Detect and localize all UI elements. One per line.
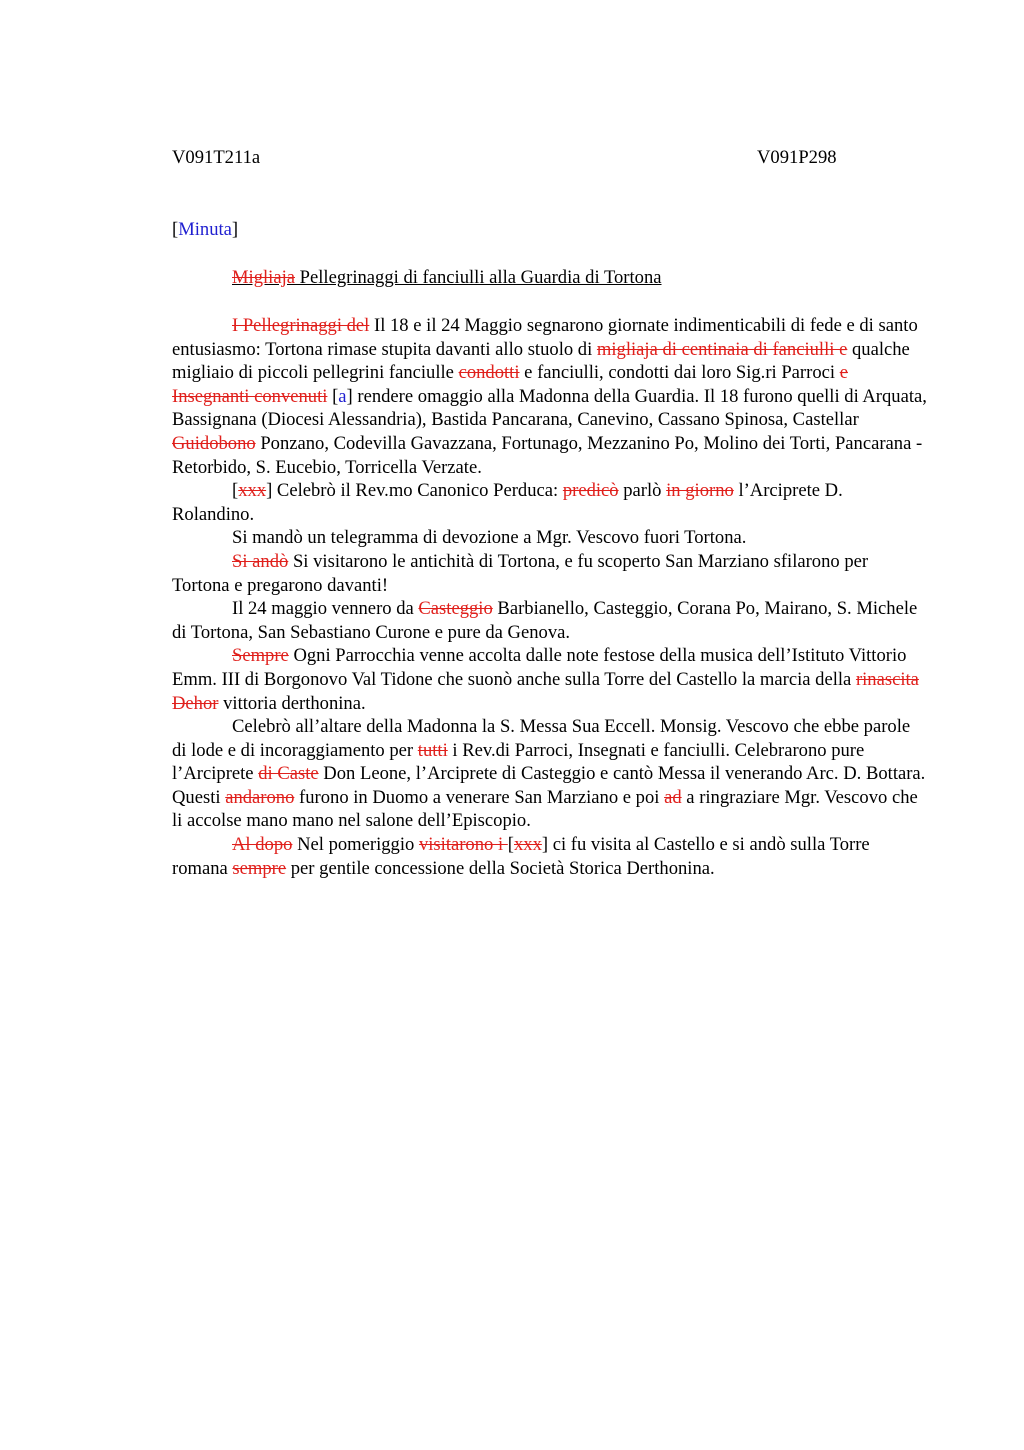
paragraph-text: furono in Duomo a venerare San Marziano e poi [294,786,665,808]
document-body [172,314,928,880]
paragraph [172,526,928,550]
title-text: Pellegrinaggi di fanciulli alla Guardia di Tortona [295,267,662,288]
paragraph-text: vittoria derthonina. [218,692,366,714]
paragraph-text: per gentile concessione della Società Storica Derthonina. [286,857,715,879]
deleted-text: in giorno [666,480,734,502]
paragraph-text: Il 18 e il 24 Maggio segnarono giornate indimenticabili di fede e di santo entusiasmo: Tortona rimase stupita davanti allo stuolo di [172,315,918,360]
paragraph-text: a ringraziare Mgr. Vescovo che li accolse mano mano nel salone dell’Episcopio. [172,786,918,832]
kind-close-bracket: ] [231,219,239,240]
deleted-text: e Insegnanti convenuti [172,362,848,407]
volume-code-left: V091T211a [172,147,261,168]
paragraph [172,314,928,479]
paragraph-text: Barbianello, Casteggio, Corana Po, Mairano, S. Michele di Tortona, San Sebastiano Curone e pure da Genova. [172,598,918,643]
editorial-note: a [338,385,347,407]
deleted-text: xxx [514,834,542,856]
deleted-text: xxx [238,480,267,502]
paragraph-text: i Rev.di Parroci, Insegnati e fanciulli. Celebrarono pure l’Arciprete [172,739,865,785]
document-kind [172,218,928,242]
deleted-text: Al dopo [232,834,293,856]
paragraph-text: [ [507,834,514,856]
paragraph [172,597,928,644]
document-header [172,146,928,170]
paragraph-text: qualche migliaio di piccoli pellegrini fanciulle [172,338,910,384]
paragraph-text: Ponzano, Codevilla Gavazzana, Fortunago, Mezzanino Po, Molino dei Torti, Pancarana - Retorbido, S. Eucebio, Torricella Verzate. [172,432,923,478]
paragraph-text: Celebrò all’altare della Madonna la S. Messa Sua Eccell. Monsig. Vescovo che ebbe parole di lode e di incoraggiamento per [172,716,911,761]
paragraph-text: Ogni Parrocchia venne accolta dalle note festose della musica dell’Istituto Vittorio Emm. III di Borgonovo Val Tidone che suonò anche sulla Torre del Castello la marcia della [172,645,907,690]
paragraph-text: Si mandò un telegramma di devozione a Mgr. Vescovo fuori Tortona. [232,527,747,549]
deleted-text: I Pellegrinaggi del [232,315,370,336]
deleted-text: rinascita Dehor [172,668,919,714]
deleted-text: visitarono i [418,834,508,856]
deleted-text: Si andò [232,550,289,572]
paragraph-text: Si visitarono le antichità di Tortona, e fu scoperto San Marziano sfilarono per Tortona e pregarono davanti! [172,550,869,596]
paragraph-text: parlò [618,480,667,502]
paragraph [172,644,928,715]
paragraph-text: Don Leone, l’Arciprete di Casteggio e cantò Messa il venerando Arc. D. Bottara. Questi [172,763,926,808]
page-code-right: V091P298 [757,147,837,168]
paragraph [172,550,928,597]
document-page [172,146,928,880]
deleted-text: andarono [225,786,295,808]
kind-label: Minuta [178,219,232,240]
paragraph-text: ] rendere omaggio alla Madonna della Guardia. Il 18 furono quelli di Arquata, Bassignana (Diocesi Alessandria), Bastida Pancarana, Canevino, Cassano Spinosa, Castellar [172,385,927,431]
paragraph-text: Nel pomeriggio [292,834,419,856]
deleted-text: tutti [417,739,448,761]
deleted-text: migliaja di centinaia di fanciulli e [596,338,848,360]
deleted-text: predicò [562,480,619,502]
paragraph-text: Il 24 maggio vennero da [232,598,419,620]
deleted-text: di Caste [258,763,319,785]
deleted-text: Guidobono [172,432,256,454]
deleted-text: Casteggio [418,598,493,620]
paragraph-text: [ [327,385,339,407]
paragraph [172,479,928,526]
paragraph-text: e fanciulli, condotti dai loro Sig.ri Parroci [519,362,840,384]
paragraph-text: ] Celebrò il Rev.mo Canonico Perduca: [266,480,563,502]
paragraph-text: ] ci fu visita al Castello e si andò sulla Torre romana [172,834,870,879]
document-title [172,266,928,290]
kind-open-bracket: [ [172,219,179,240]
paragraph-text: l’Arciprete D. Rolandino. [172,480,843,525]
deleted-text: sempre [232,857,287,879]
paragraph [172,833,928,880]
deleted-text: Sempre [232,645,289,667]
paragraph-text: [ [232,480,239,502]
deleted-text: ad [664,786,682,808]
title-deleted-word: Migliaja [232,267,295,288]
deleted-text: condotti [458,362,520,384]
paragraph [172,715,928,833]
